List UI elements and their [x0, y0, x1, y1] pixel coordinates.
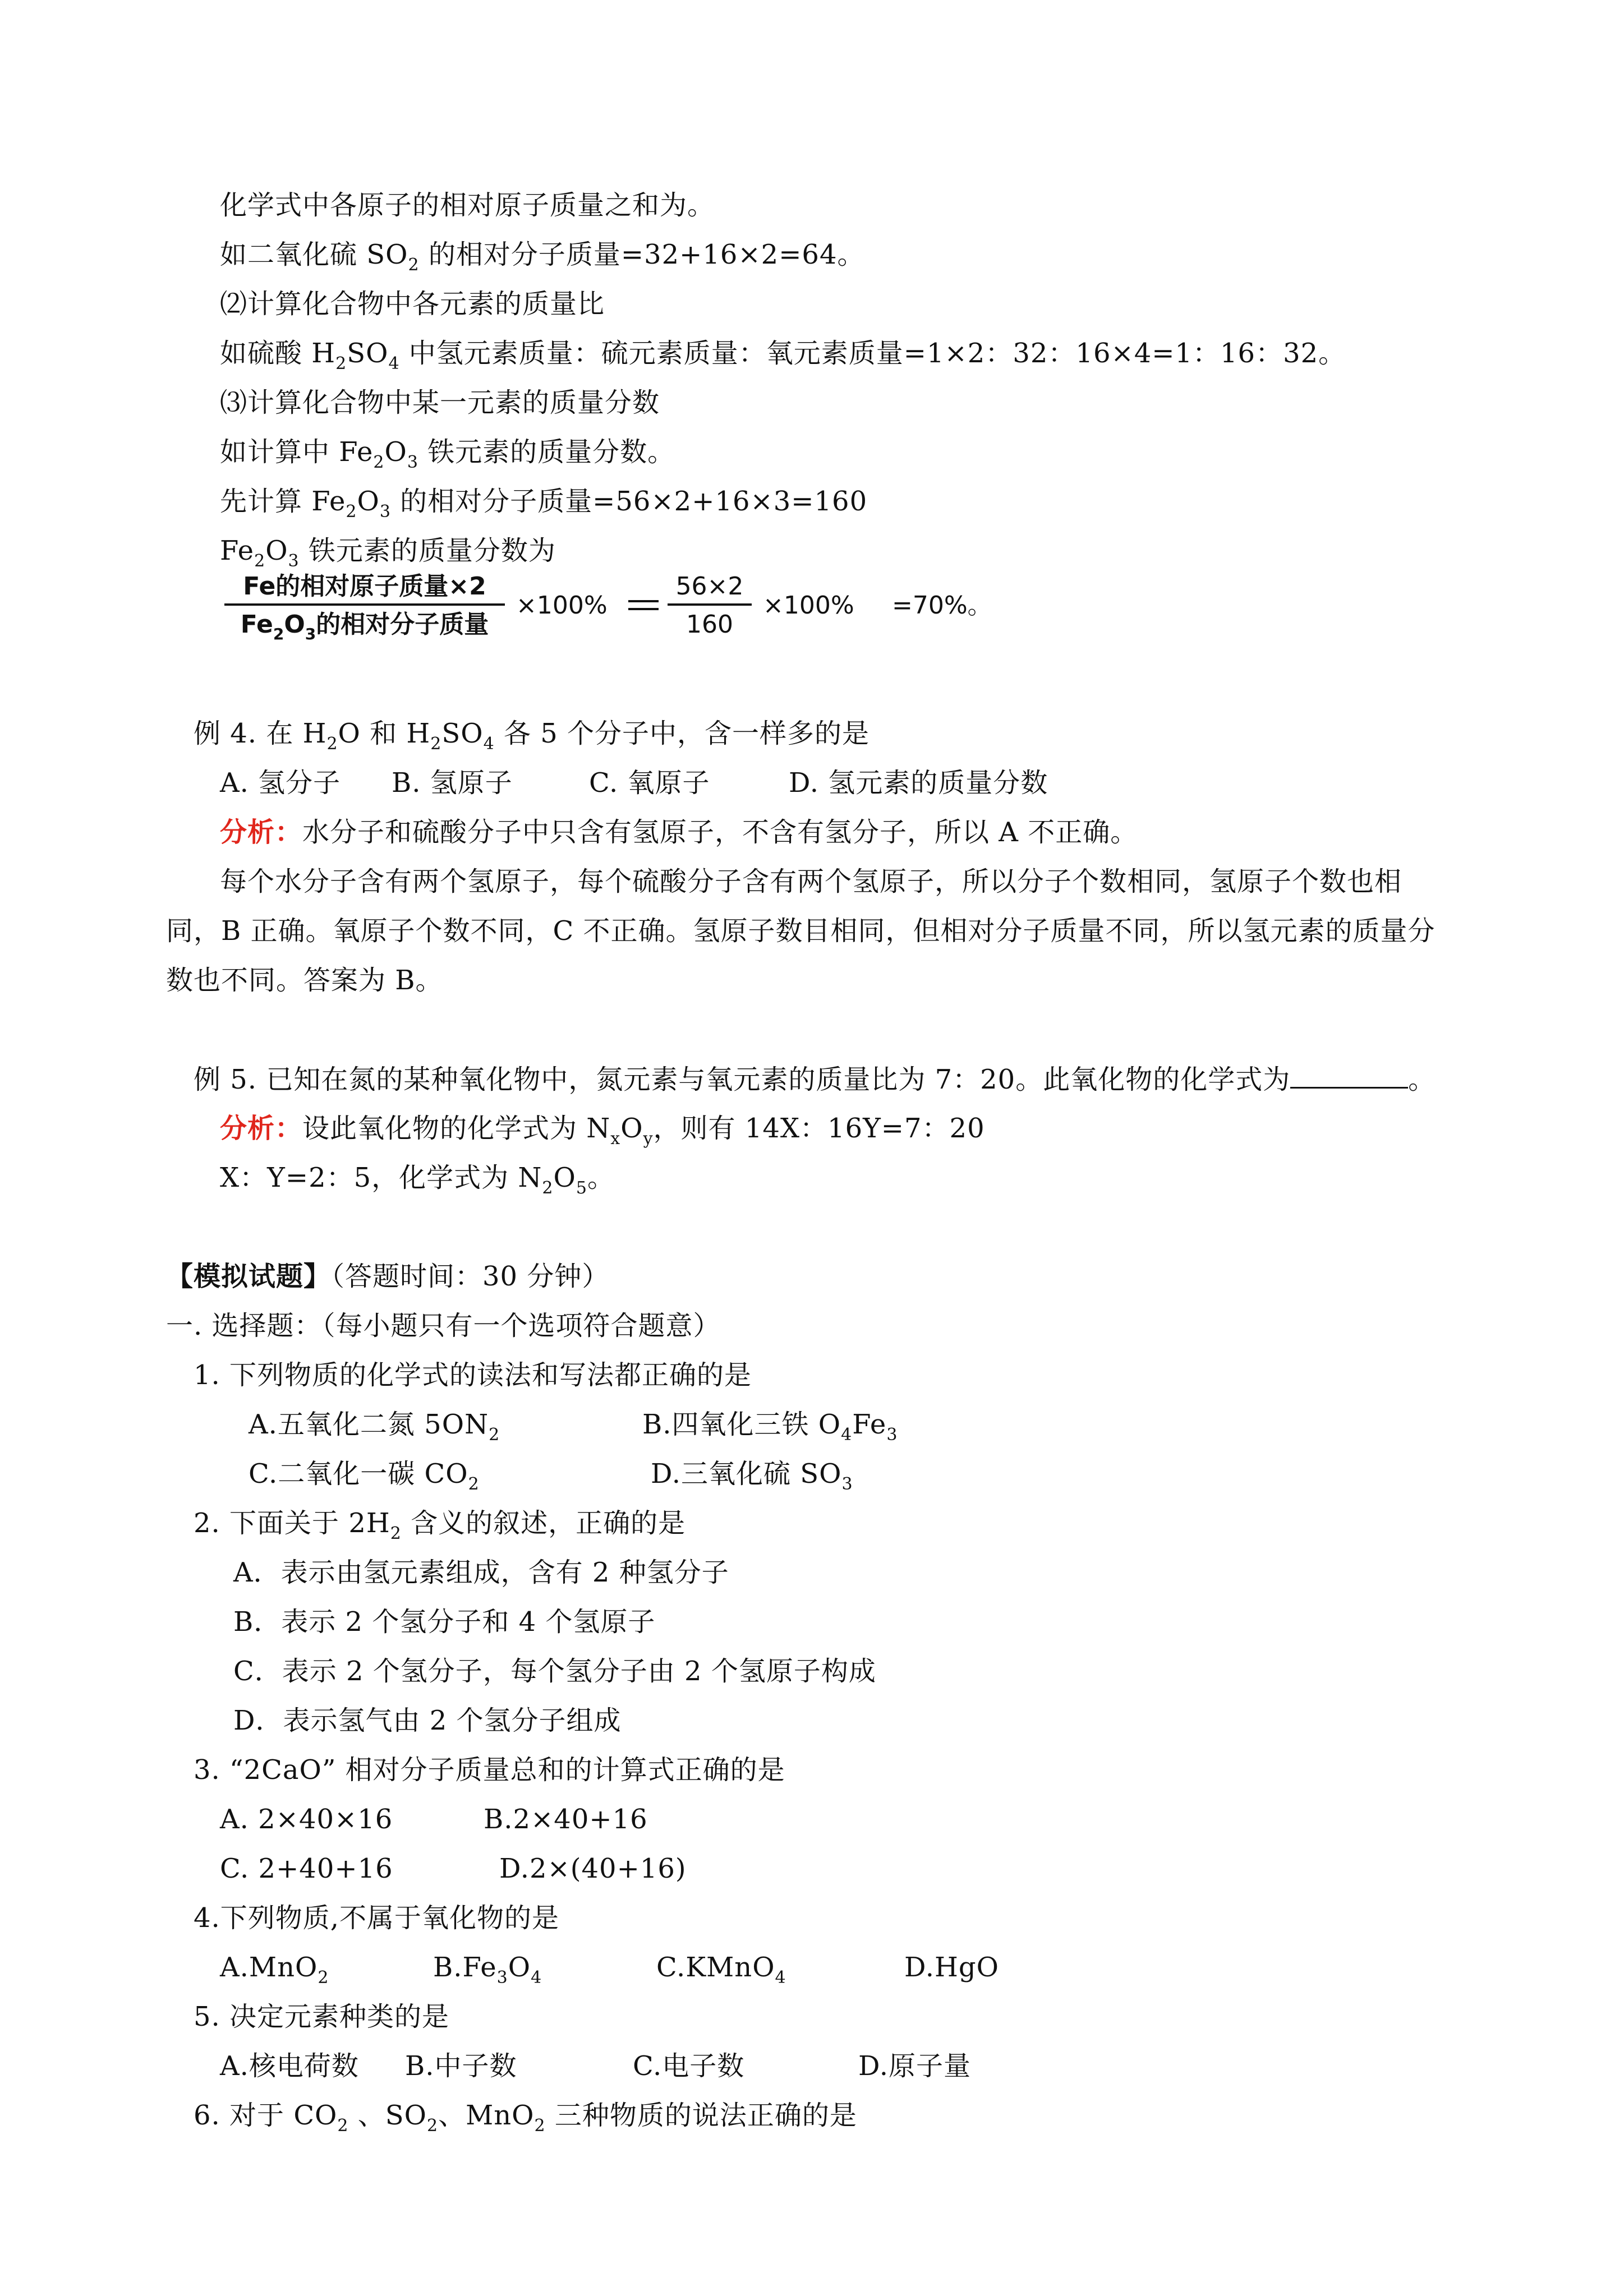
answer-blank[interactable]: [1290, 1062, 1408, 1089]
mass-fraction-formula: [224, 571, 1010, 649]
question-2-option-b: B．表示 2 个氢分子和 4 个氢原子: [233, 1606, 656, 1638]
exam-header: [166, 1260, 609, 1293]
analysis-label: 分析：: [220, 817, 303, 848]
question-4: 4.下列物质,不属于氧化物的是: [194, 1902, 560, 1934]
question-4-option-c: C.KMnO4: [656, 1952, 786, 1988]
text-line-fe2o3-3: Fe2O3 铁元素的质量分数为: [220, 535, 556, 571]
question-5-option-b: B.中子数: [405, 2050, 517, 2082]
example-4-analysis-3: 同，B 正确。氧原子个数不同，C 不正确。氢原子数目相同，但相对分子质量不同，所以氢元素的质量分: [166, 915, 1436, 947]
question-1-option-c: C.二氧化一碳 CO2: [249, 1458, 480, 1494]
text-line-fe2o3-2: 先计算 Fe2O3 的相对分子质量=56×2+16×3=160: [220, 486, 868, 522]
text-line-so2: 如二氧化硫 SO2 的相对分子质量=32+16×2=64。: [220, 239, 865, 275]
example-4-option-d: D. 氢元素的质量分数: [789, 767, 1048, 799]
question-2-option-d: D．表示氢气由 2 个氢分子组成: [233, 1705, 622, 1736]
question-5-option-d: D.原子量: [858, 2050, 972, 2082]
question-5-option-a: A.核电荷数: [220, 2050, 359, 2082]
example-4-option-a: A. 氢分子: [220, 767, 341, 799]
formula-equals-sign: [628, 600, 659, 616]
example-5-analysis-1: 分析：设此氧化物的化学式为 NxOy，则有 14X：16Y=7：20: [220, 1113, 985, 1149]
question-4-option-d: D.HgO: [904, 1952, 999, 1983]
formula-fraction-2-numerator: 56×2: [675, 572, 744, 601]
text-line-mass-fraction-heading: ⑶计算化合物中某一元素的质量分数: [220, 387, 660, 418]
question-3-option-b: B.2×40+16: [484, 1804, 648, 1835]
question-5-option-c: C.电子数: [633, 2050, 745, 2082]
question-4-option-a: A.MnO2: [220, 1952, 329, 1988]
example-4-option-c: C. 氧原子: [589, 767, 710, 799]
formula-result: =70%。: [892, 591, 992, 620]
text-line-1: 化学式中各原子的相对原子质量之和为。: [220, 190, 715, 221]
formula-fraction-1: [224, 571, 505, 643]
example-4-analysis-1: 分析：水分子和硫酸分子中只含有氢原子，不含有氢分子，所以 A 不正确。: [220, 817, 1138, 848]
exam-title: 【模拟试题】: [166, 1261, 332, 1292]
question-2: 2. 下面关于 2H2 含义的叙述，正确的是: [194, 1507, 686, 1543]
question-6: 6. 对于 CO2 、SO2、MnO2 三种物质的说法正确的是: [194, 2100, 857, 2136]
question-1-option-d: D.三氧化硫 SO3: [651, 1458, 853, 1494]
question-1-option-a: A.五氧化二氮 5ON2: [249, 1409, 500, 1445]
question-3: 3. “2CaO” 相对分子质量总和的计算式正确的是: [194, 1754, 785, 1786]
text-line-h2so4: 如硫酸 H2SO4 中氢元素质量：硫元素质量：氧元素质量=1×2：32：16×4=1：16：32。: [220, 338, 1346, 374]
question-2-option-a: A．表示由氢元素组成，含有 2 种氢分子: [233, 1557, 729, 1588]
text-line-fe2o3-1: 如计算中 Fe2O3 铁元素的质量分数。: [220, 436, 675, 472]
text-line-mass-ratio-heading: ⑵计算化合物中各元素的质量比: [220, 288, 605, 320]
formula-times-1: ×100%: [516, 591, 608, 620]
question-1-option-b: B.四氧化三铁 O4Fe3: [642, 1409, 898, 1445]
question-3-option-c: C. 2+40+16: [220, 1853, 393, 1884]
example-5-analysis-2: X：Y=2：5，化学式为 N2O5。: [220, 1162, 615, 1198]
analysis-label: 分析：: [220, 1113, 303, 1144]
exam-time: （答题时间：30 分钟）: [331, 1261, 610, 1292]
question-5: 5. 决定元素种类的是: [194, 2001, 450, 2032]
question-2-option-c: C．表示 2 个氢分子，每个氢分子由 2 个氢原子构成: [233, 1656, 876, 1687]
exam-section-heading: 一. 选择题：（每小题只有一个选项符合题意）: [166, 1310, 721, 1341]
example-4-analysis-4: 数也不同。答案为 B。: [166, 965, 443, 996]
formula-fraction-2-denominator: 160: [686, 610, 733, 639]
formula-times-2: ×100%: [763, 591, 854, 620]
question-1: 1. 下列物质的化学式的读法和写法都正确的是: [194, 1359, 752, 1391]
example-4-option-b: B. 氢原子: [392, 767, 513, 799]
question-3-option-d: D.2×(40+16): [499, 1853, 687, 1884]
example-5-question: 例 5. 已知在氮的某种氧化物中，氮元素与氧元素的质量比为 7：20。此氧化物的化学式为 。: [194, 1062, 1436, 1096]
formula-fraction-1-denominator: Fe2O3的相对分子质量: [240, 610, 489, 643]
example-4-question: 例 4. 在 H2O 和 H2SO4 各 5 个分子中，含一样多的是: [194, 718, 870, 754]
formula-fraction-2: [668, 571, 752, 640]
formula-fraction-1-numerator: Fe的相对原子质量×2: [243, 572, 486, 601]
question-4-option-b: B.Fe3O4: [433, 1952, 542, 1988]
question-3-option-a: A. 2×40×16: [220, 1804, 393, 1835]
example-4-analysis-2: 每个水分子含有两个氢原子，每个硫酸分子含有两个氢原子，所以分子个数相同，氢原子个数也相: [220, 866, 1402, 897]
